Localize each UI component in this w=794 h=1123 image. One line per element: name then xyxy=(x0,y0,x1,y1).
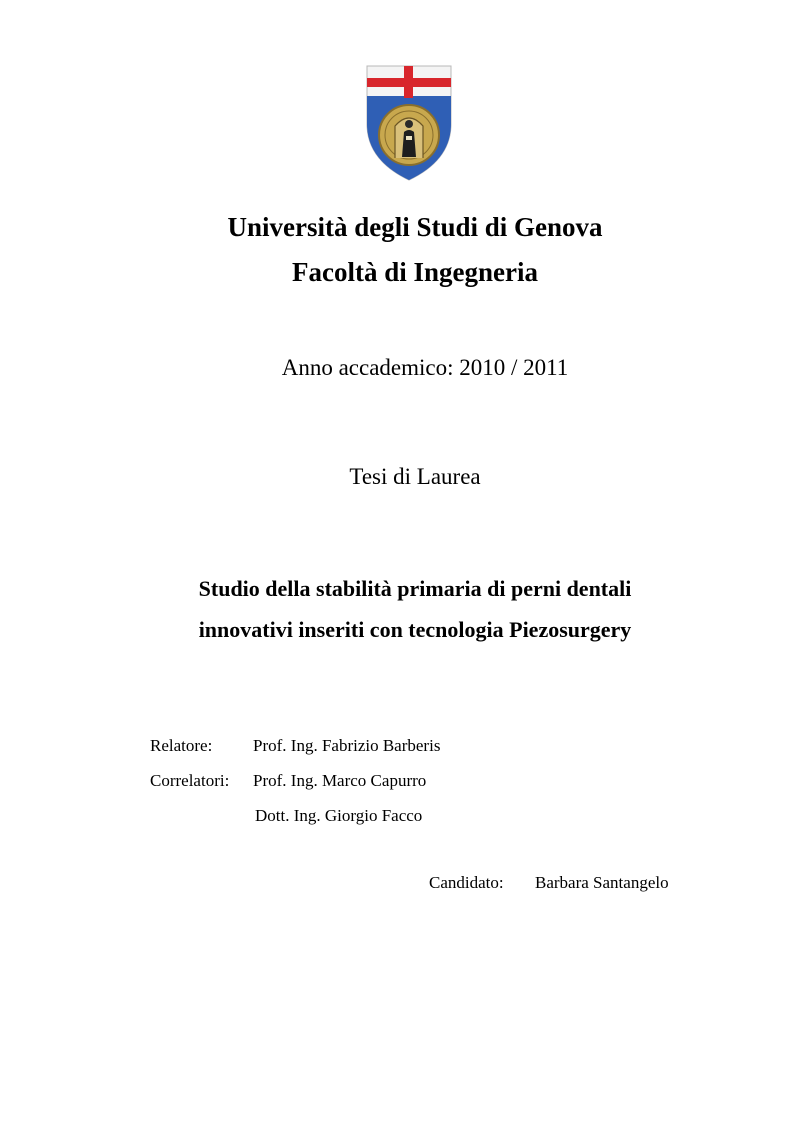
academic-year: Anno accademico: 2010 / 2011 xyxy=(281,355,569,380)
university-crest-logo xyxy=(363,62,455,182)
candidate-name: Barbara Santangelo xyxy=(535,873,669,892)
supervisor-label: Relatore: xyxy=(150,736,213,755)
supervisor-name: Prof. Ing. Fabrizio Barberis xyxy=(253,736,441,755)
co-supervisor-name-2: Dott. Ing. Giorgio Facco xyxy=(255,806,423,825)
candidate-label: Candidato: xyxy=(429,873,504,892)
thesis-title-line-2: innovativi inseriti con tecnologia Piezosurgery xyxy=(198,617,632,642)
thesis-title-line-1: Studio della stabilità primaria di perni dentali xyxy=(198,576,632,601)
co-supervisors-label: Correlatori: xyxy=(150,771,230,790)
co-supervisor-name-1: Prof. Ing. Marco Capurro xyxy=(253,771,427,790)
document-type: Tesi di Laurea xyxy=(349,464,481,489)
faculty-name: Facoltà di Ingegneria xyxy=(292,257,538,287)
university-name: Università degli Studi di Genova xyxy=(227,212,603,242)
